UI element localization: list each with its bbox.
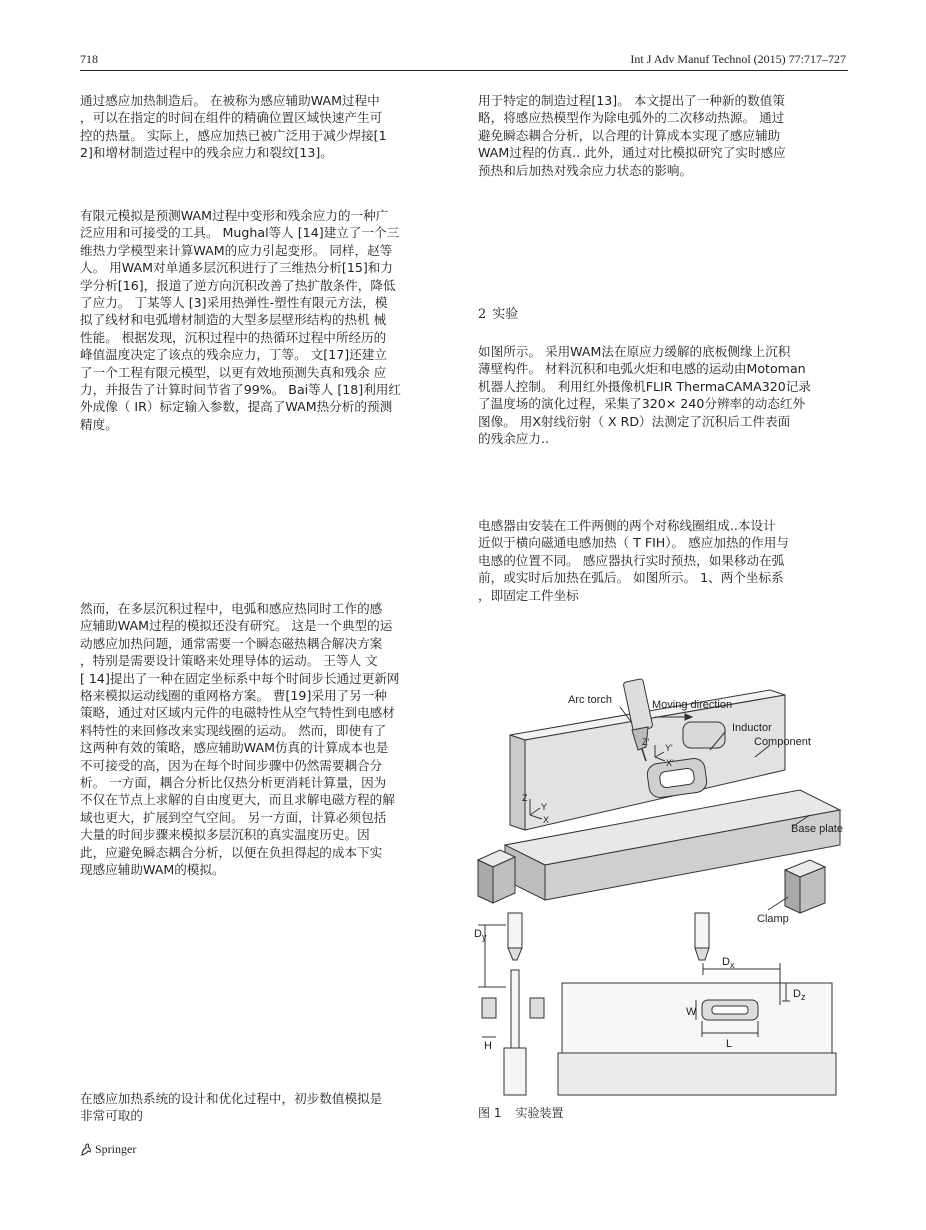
left-paragraph-2: 有限元模拟是预测WAM过程中变形和残余应力的一种广 泛应用和可接受的工具。 Mughal等人 [14]建立了一个三 维热力学模型来计算WAM的应力引起变形。 同样，赵等 人。 用WAM对单通多层沉积进行了三维热分析[15]和力 学分析[16]，报道了逆方向沉积改善了热扩散条件，降低 了应力。 丁某等人 [3]采用热弹性-塑性有限元方法，模 拟了线材和电弧增材制造的大型多层壁形结构的热机 械 性能。 根据发现，沉积过程中的热循环过程中所经历的 峰值温度决定了该点的残余应力，丁等。 文[17]还建立 了一个工程有限元模型，以更有效地预测失真和残余 应 力，并报告了计算时间节省了99%。 Bai等人 [18]利用红 外成像（ IR）标定输入参数，提高了WAM热分析的预测 精度。	[80, 208, 401, 432]
axis-label-z: Z	[522, 793, 528, 803]
dim-w-label: W	[686, 1006, 697, 1018]
label-arc-torch: Arc torch	[568, 694, 613, 706]
figure-experimental-setup	[470, 675, 850, 1100]
axis-label-x-prime: X'	[666, 758, 674, 768]
dim-l-label: L	[726, 1038, 733, 1050]
section-heading	[478, 303, 524, 322]
right-paragraph-2: 如图所示。 采用WAM法在原应力缓解的底板侧缘上沉积 薄壁构件。 材料沉积和电弧火炬和电感的运动由Motoman 机器人控制。 利用红外摄像机FLIR ThermaCAMA320记录 了温度场的演化过程，采集了320× 240分辨率的动态红外 图像。 用X射线衍射（ X RD）法测定了沉积后工件表面 的残余应力..	[478, 344, 811, 447]
label-clamp: Clamp	[757, 913, 789, 925]
label-component: Component	[754, 736, 811, 748]
dim-dy-label: $D_y$	[474, 928, 487, 942]
left-paragraph-1: 通过感应加热制造后。 在被称为感应辅助WAM过程中 ，可以在指定的时间在组件的精确位置区域快速产生可 控的热量。 实际上，感应加热已被广泛用于减少焊接[1 2]和增材制造过程中的残余应力和裂纹[13]。	[80, 93, 387, 161]
dim-h-label: H	[484, 1040, 492, 1052]
axis-label-x: X	[543, 815, 550, 825]
section-title: 实验	[492, 307, 519, 322]
front-view-shape	[558, 913, 836, 1095]
dim-dx-label: $D_x$	[722, 956, 735, 970]
axis-label-y: Y	[541, 802, 548, 812]
section-number: 2	[478, 307, 487, 322]
publisher-logo	[80, 1142, 136, 1157]
page-number: 718	[80, 52, 98, 66]
figure-caption	[478, 1104, 563, 1121]
label-inductor: Inductor	[732, 722, 772, 734]
right-paragraph-3: 电感器由安装在工件两侧的两个对称线圈组成..本设计 近似于横向磁通电感加热（ T FIH）。 感应加热的作用与 电感的位置不同。 感应器执行实时预热，如果移动在弧 前，或实时后加热在弧后。 如图所示。 1、两个坐标系 ，即固定工件坐标	[478, 518, 789, 603]
label-base-plate: Base plate	[791, 823, 843, 835]
publisher-name: Springer	[95, 1142, 137, 1156]
axis-label-z-prime: Z'	[642, 737, 650, 747]
right-paragraph-1: 用于特定的制造过程[13]。 本文提出了一种新的数值策 略，将感应热模型作为除电弧外的二次移动热源。 通过 避免瞬态耦合分析，以合理的计算成本实现了感应辅助 WAM过程的仿真.. 此外，通过对比模拟研究了实时感应 预热和后加热对残余应力状态的影响。	[478, 93, 786, 178]
figure-caption-text: 实验装置	[515, 1106, 564, 1120]
figure-caption-number: 图 1	[478, 1106, 502, 1120]
axis-label-y-prime: Y'	[665, 743, 673, 753]
left-paragraph-4: 在感应加热系统的设计和优化过程中，初步数值模拟是 非常可取的	[80, 1091, 383, 1124]
label-moving-direction: Moving direction	[652, 699, 733, 711]
springer-horse-icon	[80, 1143, 92, 1156]
journal-reference: Int J Adv Manuf Technol (2015) 77:717–727	[630, 52, 846, 66]
left-paragraph-3: 然而，在多层沉积过程中，电弧和感应热同时工作的感 应辅助WAM过程的模拟还没有研究。 这是一个典型的运 动感应加热问题，通常需要一个瞬态磁热耦合解决方案 ，特别是需要设计策略来处理导体的运动。 王等人 文 [ 14]提出了一种在固定坐标系中每个时间步长通过更新网 格来模拟运动线圈的重网格方案。 曹[19]采用了另一种 策略，通过对区域内元件的电磁特性从空气特性到电感材 料特性的来回修改来实现线圈的运动。 然而，即使有了 这两种有效的策略，感应辅助WAM仿真的计算成本也是 不可接受的高，因为在每个时间步骤中仍然需要耦合分 析。 一方面，耦合分析比仅热分析更消耗计算量，因为 不仅在节点上求解的自由度更大，而且求解电磁方程的解 域也更大，扩展到空气空间。 另一方面，计算必须包括 大量的时间步骤来模拟多层沉积的真实温度历史。因 此，应避免瞬态耦合分析，以便在负担得起的成本下实 现感应辅助WAM的模拟。	[80, 601, 400, 878]
setup-drawing	[470, 675, 850, 1100]
dim-dz-label: $D_z$	[793, 988, 806, 1002]
side-view-shape	[478, 913, 544, 1095]
header-rule	[80, 70, 848, 71]
